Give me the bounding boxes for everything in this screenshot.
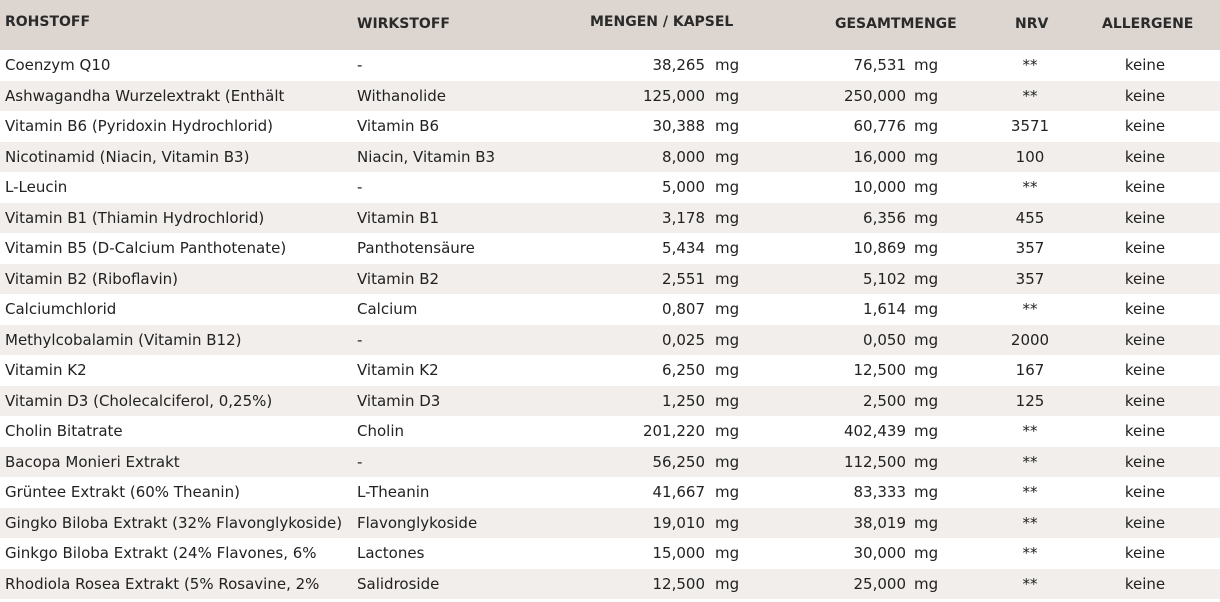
table-row bbox=[0, 355, 1220, 386]
cell-wirkstoff: Lactones bbox=[357, 544, 425, 562]
cell-rohstoff: Vitamin D3 (Cholecalciferol, 0,25%) bbox=[5, 391, 273, 410]
header-rohstoff: ROHSTOFF bbox=[5, 14, 91, 30]
table-row bbox=[0, 233, 1220, 264]
cell-mengen-unit: mg bbox=[715, 56, 740, 74]
cell-nrv: 357 bbox=[1015, 239, 1045, 257]
table-row bbox=[0, 447, 1220, 478]
cell-nrv: 125 bbox=[1015, 391, 1045, 410]
cell-mengen-kapsel: 1,250 bbox=[662, 391, 705, 410]
cell-allergene: keine bbox=[1124, 422, 1166, 440]
cell-gesamtmenge: 0,050 bbox=[863, 330, 906, 349]
cell-wirkstoff: L-Theanin bbox=[357, 483, 430, 501]
cell-gesamt-unit: mg bbox=[914, 117, 939, 135]
cell-mengen-kapsel: 38,265 bbox=[652, 56, 705, 74]
cell-allergene: keine bbox=[1124, 239, 1166, 257]
cell-gesamt-unit: mg bbox=[914, 574, 939, 593]
cell-nrv: ** bbox=[1022, 300, 1038, 318]
table-row bbox=[0, 81, 1220, 112]
cell-mengen-kapsel: 41,667 bbox=[652, 483, 705, 501]
cell-gesamtmenge: 5,102 bbox=[863, 269, 906, 288]
header-wirkstoff: WIRKSTOFF bbox=[357, 16, 450, 32]
cell-allergene: keine bbox=[1124, 208, 1166, 227]
cell-gesamt-unit: mg bbox=[914, 422, 939, 440]
cell-mengen-unit: mg bbox=[715, 86, 740, 105]
cell-rohstoff: Vitamin B6 (Pyridoxin Hydrochlorid) bbox=[5, 117, 273, 135]
cell-gesamtmenge: 10,000 bbox=[853, 178, 906, 196]
cell-mengen-unit: mg bbox=[715, 269, 740, 288]
cell-mengen-unit: mg bbox=[715, 574, 740, 593]
cell-mengen-unit: mg bbox=[715, 147, 740, 166]
cell-allergene: keine bbox=[1124, 574, 1166, 593]
table-row bbox=[0, 538, 1220, 569]
cell-wirkstoff: - bbox=[357, 452, 363, 471]
table-body bbox=[0, 50, 1220, 599]
cell-rohstoff: Cholin Bitatrate bbox=[5, 422, 123, 440]
cell-wirkstoff: Calcium bbox=[357, 300, 418, 318]
cell-rohstoff: Ginkgo Biloba Extrakt (24% Flavones, 6% bbox=[5, 544, 317, 562]
cell-nrv: ** bbox=[1022, 513, 1038, 532]
cell-wirkstoff: Withanolide bbox=[357, 86, 447, 105]
cell-allergene: keine bbox=[1124, 147, 1166, 166]
cell-wirkstoff: Panthotensäure bbox=[357, 239, 475, 257]
cell-mengen-kapsel: 3,178 bbox=[662, 208, 705, 227]
cell-nrv: ** bbox=[1022, 178, 1038, 196]
cell-gesamt-unit: mg bbox=[914, 452, 939, 471]
table-row bbox=[0, 416, 1220, 447]
cell-allergene: keine bbox=[1124, 361, 1166, 379]
table-row bbox=[0, 111, 1220, 142]
table-row bbox=[0, 172, 1220, 203]
cell-gesamt-unit: mg bbox=[914, 269, 939, 288]
cell-mengen-unit: mg bbox=[715, 513, 740, 532]
cell-wirkstoff: Vitamin B1 bbox=[357, 208, 440, 227]
cell-wirkstoff: Salidroside bbox=[357, 574, 440, 593]
cell-allergene: keine bbox=[1124, 391, 1166, 410]
table-header bbox=[0, 0, 1220, 50]
cell-wirkstoff: - bbox=[357, 330, 363, 349]
cell-gesamt-unit: mg bbox=[914, 86, 939, 105]
cell-gesamt-unit: mg bbox=[914, 178, 939, 196]
cell-gesamt-unit: mg bbox=[914, 513, 939, 532]
header-mengen-kapsel: MENGEN / KAPSEL bbox=[590, 14, 734, 30]
cell-mengen-kapsel: 19,010 bbox=[652, 513, 705, 532]
cell-allergene: keine bbox=[1124, 452, 1166, 471]
cell-mengen-kapsel: 125,000 bbox=[642, 86, 705, 105]
cell-allergene: keine bbox=[1124, 330, 1166, 349]
cell-gesamt-unit: mg bbox=[914, 300, 939, 318]
cell-nrv: ** bbox=[1022, 483, 1038, 501]
table-row bbox=[0, 508, 1220, 539]
cell-nrv: 3571 bbox=[1010, 117, 1050, 135]
cell-rohstoff: Bacopa Monieri Extrakt bbox=[5, 452, 180, 471]
cell-rohstoff: Vitamin B2 (Riboflavin) bbox=[5, 269, 179, 288]
cell-nrv: ** bbox=[1022, 56, 1038, 74]
cell-allergene: keine bbox=[1124, 269, 1166, 288]
cell-mengen-unit: mg bbox=[715, 300, 740, 318]
cell-mengen-unit: mg bbox=[715, 483, 740, 501]
cell-gesamtmenge: 60,776 bbox=[853, 117, 906, 135]
cell-gesamtmenge: 1,614 bbox=[863, 300, 906, 318]
cell-mengen-kapsel: 8,000 bbox=[662, 147, 705, 166]
table-row bbox=[0, 294, 1220, 325]
cell-rohstoff: L-Leucin bbox=[5, 178, 68, 196]
cell-nrv: ** bbox=[1022, 544, 1038, 562]
cell-gesamtmenge: 2,500 bbox=[863, 391, 906, 410]
cell-gesamt-unit: mg bbox=[914, 208, 939, 227]
cell-gesamtmenge: 30,000 bbox=[853, 544, 906, 562]
cell-gesamt-unit: mg bbox=[914, 239, 939, 257]
cell-wirkstoff: Vitamin B6 bbox=[357, 117, 440, 135]
cell-allergene: keine bbox=[1124, 544, 1166, 562]
cell-mengen-kapsel: 201,220 bbox=[642, 422, 705, 440]
cell-rohstoff: Rhodiola Rosea Extrakt (5% Rosavine, 2% bbox=[5, 574, 320, 593]
cell-allergene: keine bbox=[1124, 86, 1166, 105]
cell-allergene: keine bbox=[1124, 513, 1166, 532]
cell-mengen-kapsel: 12,500 bbox=[652, 574, 705, 593]
cell-mengen-unit: mg bbox=[715, 117, 740, 135]
cell-nrv: 455 bbox=[1015, 208, 1045, 227]
cell-gesamtmenge: 10,869 bbox=[853, 239, 906, 257]
cell-nrv: ** bbox=[1022, 86, 1038, 105]
cell-gesamtmenge: 25,000 bbox=[853, 574, 906, 593]
cell-gesamtmenge: 250,000 bbox=[843, 86, 906, 105]
cell-gesamtmenge: 16,000 bbox=[853, 147, 906, 166]
cell-nrv: ** bbox=[1022, 452, 1038, 471]
cell-mengen-kapsel: 5,434 bbox=[662, 239, 705, 257]
cell-allergene: keine bbox=[1124, 300, 1166, 318]
cell-rohstoff: Gingko Biloba Extrakt (32% Flavonglykoside) bbox=[5, 513, 343, 532]
cell-nrv: 167 bbox=[1015, 361, 1045, 379]
cell-mengen-unit: mg bbox=[715, 178, 740, 196]
cell-gesamt-unit: mg bbox=[914, 391, 939, 410]
cell-gesamt-unit: mg bbox=[914, 483, 939, 501]
table-row bbox=[0, 203, 1220, 234]
cell-wirkstoff: - bbox=[357, 178, 363, 196]
cell-mengen-unit: mg bbox=[715, 422, 740, 440]
cell-wirkstoff: Vitamin B2 bbox=[357, 269, 440, 288]
cell-wirkstoff: Vitamin D3 bbox=[357, 391, 441, 410]
cell-mengen-kapsel: 0,807 bbox=[662, 300, 705, 318]
table-row bbox=[0, 264, 1220, 295]
cell-nrv: 2000 bbox=[1010, 330, 1050, 349]
cell-gesamt-unit: mg bbox=[914, 330, 939, 349]
cell-mengen-unit: mg bbox=[715, 208, 740, 227]
cell-mengen-unit: mg bbox=[715, 239, 740, 257]
cell-mengen-unit: mg bbox=[715, 361, 740, 379]
cell-wirkstoff: Cholin bbox=[357, 422, 404, 440]
cell-rohstoff: Methylcobalamin (Vitamin B12) bbox=[5, 330, 242, 349]
header-gesamtmenge: GESAMTMENGE bbox=[835, 16, 957, 32]
cell-mengen-kapsel: 56,250 bbox=[652, 452, 705, 471]
cell-rohstoff: Coenzym Q10 bbox=[5, 56, 111, 74]
cell-gesamtmenge: 12,500 bbox=[853, 361, 906, 379]
table-row bbox=[0, 569, 1220, 600]
cell-rohstoff: Vitamin B5 (D-Calcium Panthotenate) bbox=[5, 239, 287, 257]
table-row bbox=[0, 325, 1220, 356]
cell-gesamtmenge: 402,439 bbox=[843, 422, 906, 440]
cell-gesamt-unit: mg bbox=[914, 361, 939, 379]
cell-nrv: 357 bbox=[1015, 269, 1045, 288]
cell-gesamtmenge: 38,019 bbox=[853, 513, 906, 532]
cell-gesamtmenge: 76,531 bbox=[853, 56, 906, 74]
cell-wirkstoff: Flavonglykoside bbox=[357, 513, 478, 532]
cell-gesamt-unit: mg bbox=[914, 147, 939, 166]
cell-mengen-kapsel: 30,388 bbox=[652, 117, 705, 135]
cell-mengen-unit: mg bbox=[715, 452, 740, 471]
cell-rohstoff: Ashwagandha Wurzelextrakt (Enthält bbox=[5, 86, 285, 105]
cell-gesamtmenge: 6,356 bbox=[863, 208, 906, 227]
table-row bbox=[0, 142, 1220, 173]
table-row bbox=[0, 50, 1220, 81]
cell-wirkstoff: Vitamin K2 bbox=[357, 361, 439, 379]
header-nrv: NRV bbox=[1015, 16, 1049, 32]
cell-allergene: keine bbox=[1124, 117, 1166, 135]
cell-gesamtmenge: 112,500 bbox=[843, 452, 906, 471]
cell-mengen-unit: mg bbox=[715, 544, 740, 562]
cell-nrv: ** bbox=[1022, 574, 1038, 593]
cell-gesamtmenge: 83,333 bbox=[853, 483, 906, 501]
table-row bbox=[0, 386, 1220, 417]
cell-mengen-unit: mg bbox=[715, 391, 740, 410]
header-allergene: ALLERGENE bbox=[1102, 16, 1194, 32]
cell-gesamt-unit: mg bbox=[914, 544, 939, 562]
cell-mengen-kapsel: 15,000 bbox=[652, 544, 705, 562]
cell-mengen-kapsel: 5,000 bbox=[662, 178, 705, 196]
cell-mengen-kapsel: 2,551 bbox=[662, 269, 705, 288]
cell-mengen-kapsel: 0,025 bbox=[662, 330, 705, 349]
cell-rohstoff: Nicotinamid (Niacin, Vitamin B3) bbox=[5, 147, 250, 166]
cell-allergene: keine bbox=[1124, 483, 1166, 501]
cell-nrv: ** bbox=[1022, 422, 1038, 440]
cell-allergene: keine bbox=[1124, 56, 1166, 74]
cell-rohstoff: Grüntee Extrakt (60% Theanin) bbox=[5, 483, 240, 501]
cell-wirkstoff: Niacin, Vitamin B3 bbox=[357, 147, 496, 166]
cell-rohstoff: Calciumchlorid bbox=[5, 300, 117, 318]
cell-rohstoff: Vitamin B1 (Thiamin Hydrochlorid) bbox=[5, 208, 265, 227]
cell-nrv: 100 bbox=[1015, 147, 1045, 166]
table-row bbox=[0, 477, 1220, 508]
cell-mengen-kapsel: 6,250 bbox=[662, 361, 705, 379]
cell-wirkstoff: - bbox=[357, 56, 363, 74]
cell-gesamt-unit: mg bbox=[914, 56, 939, 74]
cell-mengen-unit: mg bbox=[715, 330, 740, 349]
cell-allergene: keine bbox=[1124, 178, 1166, 196]
cell-rohstoff: Vitamin K2 bbox=[5, 361, 87, 379]
